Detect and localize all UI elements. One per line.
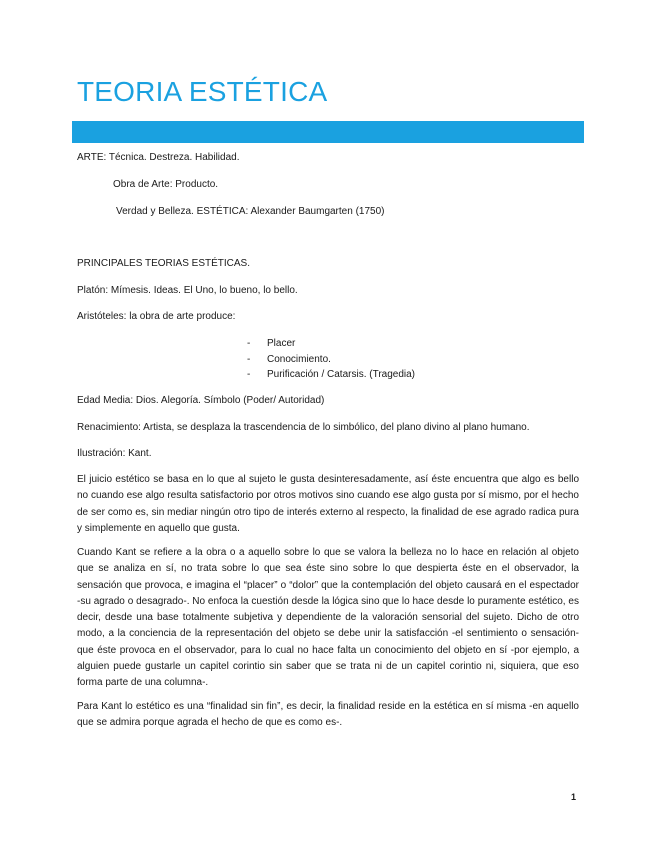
list-item: [247, 352, 415, 368]
list-item-label: Purificación / Catarsis. (Tragedia): [267, 369, 416, 380]
list-item-label: Placer: [267, 338, 296, 349]
paragraph-kant-obra: Cuando Kant se refiere a la obra o a aquello sobre lo que se valora la belleza no lo hace en relación al objeto que se analiza en sí, no trata sobre lo que sea éste sino sobre lo que despierta éste en el observador, la sensación que provoca, e imagina el “placer” o “dolor” que la contemplación del objeto causará en el espectador -su agrado o desagrado-. No enfoca la cuestión desde la lógica sino que lo hace desde lo puramente estético, es decir, desde una base totalmente subjetiva y dependiente de la valoración sensorial del sujeto. Dicho de otro modo, a la conciencia de la representación del objeto se debe unir la satisfacción -el sentimiento o sensación- que éste provoca en el observador, para lo cual no hace falta un conocimiento del objeto en sí -por ejemplo, a alguien puede gustarle un capitel corintio sin saber que se trata ni de un capitel corintio ni, siquiera, que eso forma parte de una columna-.: [77, 547, 579, 689]
list-dash: -: [247, 369, 251, 380]
list-dash: -: [247, 353, 251, 365]
list-item-label: Conocimiento.: [267, 353, 331, 365]
title-accent-bar: [72, 121, 584, 143]
page-title: TEORIA ESTÉTICA: [77, 76, 328, 107]
intro-line-arte: ARTE: Técnica. Destreza. Habilidad.: [77, 152, 240, 163]
theory-middle-ages: Edad Media: Dios. Alegoría. Símbolo (Poder/ Autoridad): [77, 395, 325, 406]
theory-renaissance: Renacimiento: Artista, se desplaza la trascendencia de lo simbólico, del plano divino al plano humano.: [77, 422, 530, 433]
section-heading: PRINCIPALES TEORIAS ESTÉTICAS.: [77, 258, 251, 269]
aristotle-effects-list: [247, 336, 415, 383]
theory-plato: Platón: Mímesis. Ideas. El Uno, lo bueno, lo bello.: [77, 285, 298, 296]
list-item: [247, 367, 415, 383]
intro-line-estetica: Verdad y Belleza. ESTÉTICA: Alexander Baumgarten (1750): [116, 206, 385, 217]
theory-aristotle: Aristóteles: la obra de arte produce:: [77, 311, 236, 322]
intro-line-obra: Obra de Arte: Producto.: [113, 179, 219, 190]
paragraph-finalidad-sin-fin: Para Kant lo estético es una “finalidad sin fin”, es decir, la finalidad reside en la estética en sí misma -en aquello que se admira porque agrada el hecho de que es como es-.: [77, 701, 579, 729]
theory-enlightenment: Ilustración: Kant.: [77, 448, 152, 459]
paragraph-juicio-estetico: El juicio estético se basa en lo que al sujeto le gusta desinteresadamente, así éste encuentra que algo es bello no cuando ese algo resulta satisfactorio por otros motivos sino cuando ese algo gusta por sí mismo, por el hecho de ser como es, sin mediar ningún otro tipo de interés externo al respecto, la finalidad de ese agrado radica pura y simplemente en aquello que gusta.: [77, 474, 579, 534]
page-number: 1: [571, 792, 577, 802]
list-dash: -: [247, 338, 251, 349]
list-item: [247, 336, 415, 352]
